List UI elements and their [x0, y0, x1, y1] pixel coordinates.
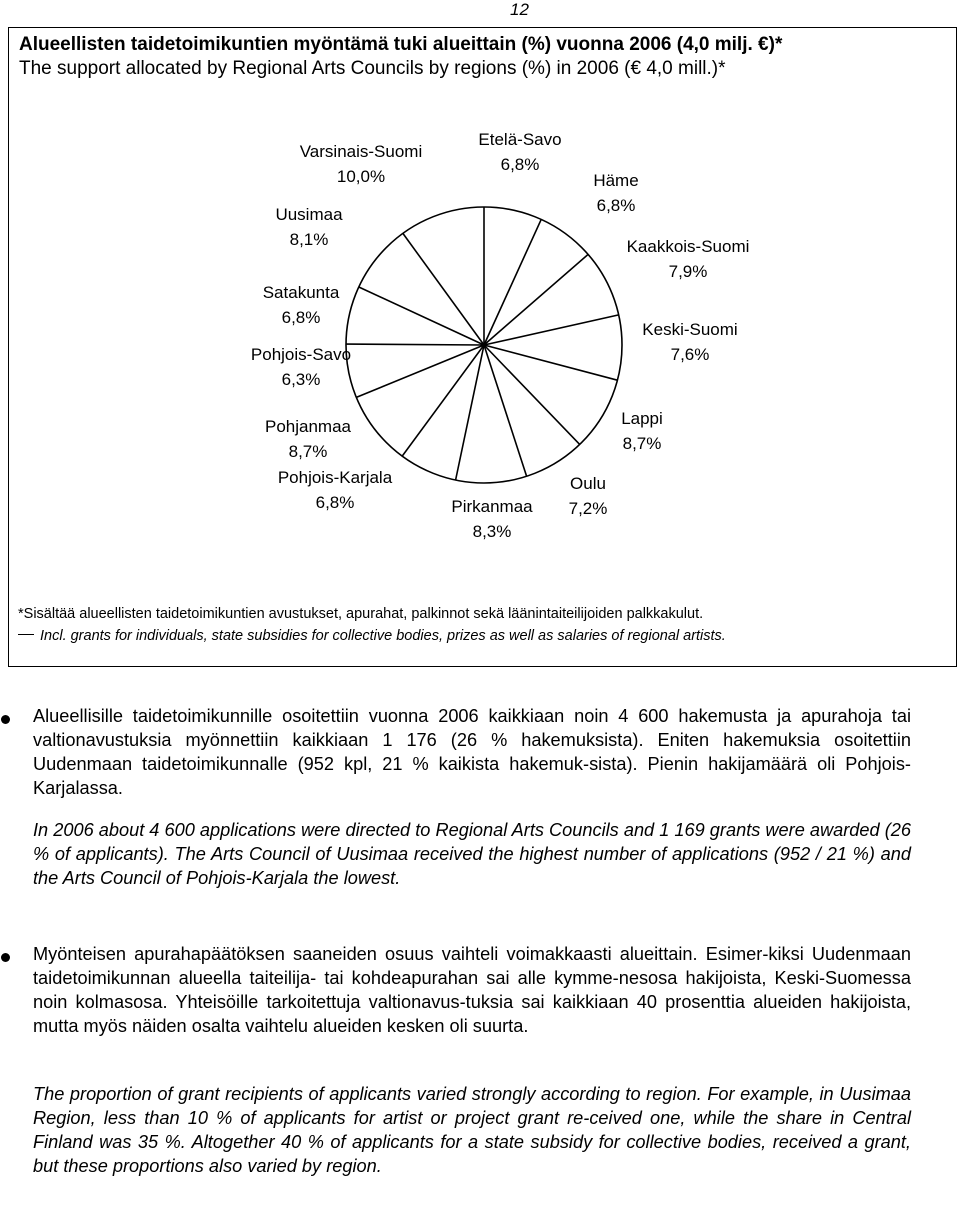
slice-label-value: 10,0%: [336, 167, 386, 186]
slice-label-value: 6,3%: [281, 370, 321, 389]
slice-label-name: Pohjois-Savo: [250, 345, 352, 364]
slice-label-name: Uusimaa: [275, 205, 343, 224]
slice-label-value: 6,8%: [281, 308, 321, 327]
slice-label-name: Oulu: [570, 474, 606, 493]
chart-title-fi: Alueellisten taidetoimikuntien myöntämä tuki alueittain (%) vuonna 2006 (4,0 milj. €)*: [19, 34, 783, 55]
footnote-fi: *Sisältää alueellisten taidetoimikuntien avustukset, apurahat, palkinnot sekä läänintaiteilijoiden palkkakulut.: [18, 606, 704, 622]
paragraph-2-fi: Myönteisen apurahapäätöksen saaneiden osuus vaihteli voimakkaasti alueittain. Esimer-kiksi Uudenmaan taidetoimikunnan alueella taiteilija- tai kohdeapurahan sai alle kymme-nesosa hakijoista, Keski-Suomessa noin kolmasosa. Yhteisöille tarkoitettuja valtionavus-tuksia sai kaikkiaan 40 prosenttia alueiden hakijoista, mutta myös näiden osalta vaihtelu alueiden kesken oli suurta.: [33, 944, 911, 1036]
slice-label-value: 8,1%: [289, 230, 329, 249]
slice-label-value: 8,7%: [622, 434, 662, 453]
slice-label-value: 6,8%: [500, 155, 540, 174]
slice-label-name: Pohjanmaa: [264, 417, 352, 436]
pie-slice-boundary: [346, 344, 484, 345]
bullet-dot-icon: [1, 953, 10, 962]
slice-label-name: Etelä-Savo: [478, 130, 562, 149]
paragraph-2-en: The proportion of grant recipients of applicants varied strongly according to region. For example, in Uusimaa Region, less than 10 % of applicants for artist or project grant re-ceived one, while the share in Central Finland was 35 %. Altogether 40 % of applicants for a state subsidy for collective bodies, received a grant, but these proportions also varied by region.: [33, 1084, 911, 1176]
slice-label-name: Lappi: [621, 409, 663, 428]
slice-label-name: Pirkanmaa: [451, 497, 533, 516]
slice-label-name: Keski-Suomi: [642, 320, 738, 339]
footnote-en-text: Incl. grants for individuals, state subsidies for collective bodies, prizes as well as salaries of regional artists.: [40, 628, 726, 644]
slice-label-name: Kaakkois-Suomi: [626, 237, 750, 256]
slice-label-name: Häme: [593, 171, 639, 190]
dash-mark: [18, 634, 34, 635]
paragraph-1-fi: Alueellisille taidetoimikunnille osoitettiin vuonna 2006 kaikkiaan noin 4 600 hakemusta ja apurahoja tai valtionavustuksia myönnettiin kaikkiaan 1 176 (26 % hakemuksista). Eniten hakemuksia osoitettiin Uudenmaan taidetoimikunnalle (952 kpl, 21 % kaikista hakemuk-sista). Pienin hakijamäärä oli Pohjois-Karjalassa.: [33, 706, 911, 798]
slice-label-value: 6,8%: [315, 493, 355, 512]
page-number: 12: [510, 0, 529, 19]
slice-label-value: 8,7%: [288, 442, 328, 461]
footnote-en: [18, 628, 726, 644]
slice-label-value: 8,3%: [472, 522, 512, 541]
slice-label-name: Varsinais-Suomi: [299, 142, 423, 161]
chart-title-en: The support allocated by Regional Arts Councils by regions (%) in 2006 (€ 4,0 mill.)*: [19, 58, 726, 79]
bullet-dot-icon: [1, 715, 10, 724]
slice-label-name: Satakunta: [262, 283, 340, 302]
slice-label-name: Pohjois-Karjala: [277, 468, 393, 487]
paragraph-1-en: In 2006 about 4 600 applications were directed to Regional Arts Councils and 1 169 grants were awarded (26 % of applicants). The Arts Council of Uusimaa received the highest number of applications (952 / 21 %) and the Arts Council of Pohjois-Karjala the lowest.: [33, 820, 911, 888]
pie-chart-svg: [8, 87, 957, 602]
slice-label-value: 6,8%: [596, 196, 636, 215]
slice-label-value: 7,9%: [668, 262, 708, 281]
slice-label-value: 7,2%: [568, 499, 608, 518]
slice-label-value: 7,6%: [670, 345, 710, 364]
pie-chart: [8, 87, 957, 602]
